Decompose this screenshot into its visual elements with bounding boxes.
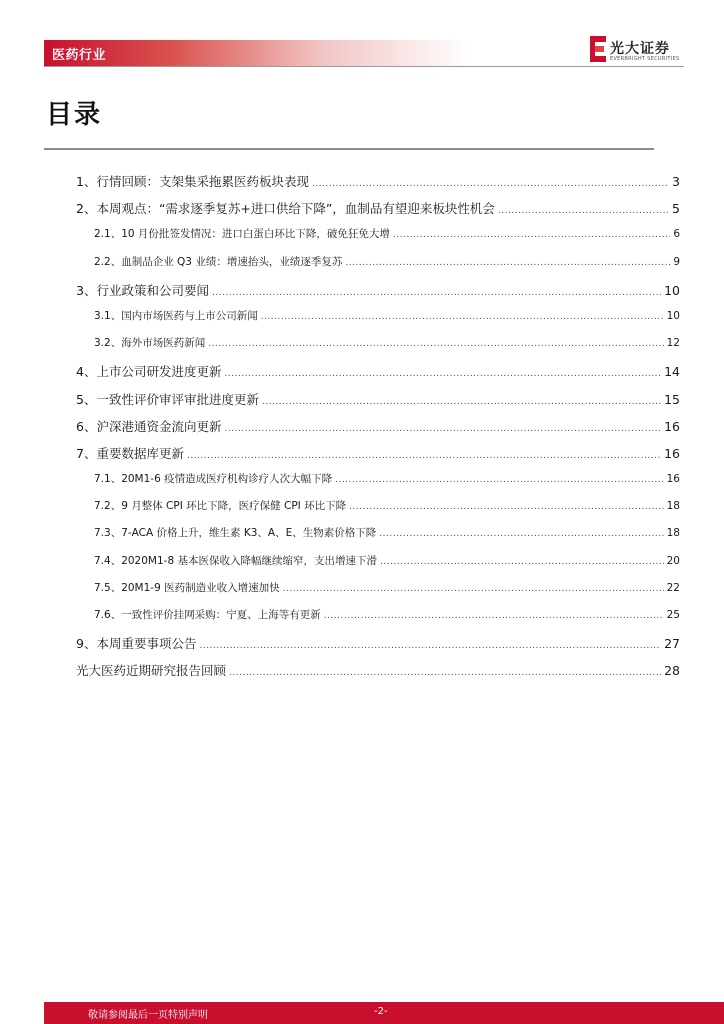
- toc-entry-page: 14: [664, 364, 680, 380]
- toc-entry-title: 7.2、9 月整体 CPI 环比下降，医疗保健 CPI 环比下降: [94, 500, 347, 513]
- toc-entry-page: 22: [666, 581, 680, 594]
- toc-entry-page: 10: [664, 282, 680, 298]
- toc-leader-dots: [379, 529, 663, 539]
- toc-entry-title: 3.1、国内市场医药与上市公司新闻: [94, 309, 258, 322]
- toc-entry-page: 16: [664, 445, 680, 461]
- toc-entry-page: 16: [666, 473, 680, 486]
- toc-entry-title: 5、一致性评价审评审批进度更新: [76, 391, 259, 407]
- toc-leader-dots: [229, 668, 661, 678]
- toc-leader-dots: [199, 641, 661, 651]
- toc-entry-title: 2.1、10 月份批签发情况：进口白蛋白环比下降，破免狂免大增: [94, 228, 390, 241]
- footer-band: [44, 1002, 724, 1024]
- toc-entry-title: 6、沪深港通资金流向更新: [76, 418, 222, 434]
- toc-entry[interactable]: [76, 417, 680, 444]
- toc-leader-dots: [349, 502, 664, 512]
- header-divider: [44, 66, 684, 67]
- table-of-contents: [76, 172, 680, 689]
- toc-entry-title: 2、本周观点：“需求逐季复苏+进口供给下降”，血制品有望迎来板块性机会: [76, 201, 495, 217]
- toc-entry-page: 6: [673, 228, 680, 241]
- toc-entry[interactable]: [76, 199, 680, 226]
- toc-entry[interactable]: [76, 553, 680, 580]
- brand-logo: [590, 36, 686, 66]
- toc-entry-title: 9、本周重要事项公告: [76, 636, 197, 652]
- toc-entry-page: 10: [666, 309, 680, 322]
- toc-entry-page: 12: [666, 337, 680, 350]
- toc-entry[interactable]: [76, 525, 680, 552]
- toc-entry-page: 5: [672, 201, 680, 217]
- toc-entry-title: 7.5、20M1-9 医药制造业收入增速加快: [94, 581, 280, 594]
- toc-entry[interactable]: [76, 226, 680, 253]
- toc-entry-page: 15: [664, 391, 680, 407]
- toc-entry-page: 18: [666, 500, 680, 513]
- everbright-logo-icon: [590, 36, 606, 62]
- toc-entry-title: 光大医药近期研究报告回顾: [76, 663, 227, 679]
- page-number: -2-: [374, 1006, 388, 1017]
- toc-entry[interactable]: [76, 634, 680, 661]
- toc-entry[interactable]: [76, 362, 680, 389]
- toc-leader-dots: [498, 206, 669, 216]
- toc-entry[interactable]: [76, 580, 680, 607]
- toc-leader-dots: [283, 584, 664, 594]
- toc-leader-dots: [312, 179, 669, 189]
- toc-entry-title: 7.1、20M1-6 疫情造成医疗机构诊疗人次大幅下降: [94, 473, 333, 486]
- toc-entry[interactable]: [76, 498, 680, 525]
- toc-entry-title: 1、行情回顾：支架集采拖累医药板块表现: [76, 174, 309, 189]
- toc-leader-dots: [262, 397, 661, 407]
- toc-leader-dots: [335, 475, 664, 485]
- toc-entry-title: 3.2、海外市场医药新闻: [94, 337, 206, 350]
- toc-entry-title: 7、重要数据库更新: [76, 445, 184, 461]
- toc-leader-dots: [224, 369, 661, 379]
- toc-leader-dots: [224, 424, 661, 434]
- toc-entry-title: 2.2、血制品企业 Q3 业绩：增速抬头，业绩逐季复苏: [94, 255, 343, 268]
- toc-leader-dots: [187, 451, 661, 461]
- brand-name: 光大证券: [610, 41, 670, 57]
- header-band: [44, 40, 474, 66]
- toc-entry-page: 16: [664, 418, 680, 434]
- toc-entry[interactable]: [76, 254, 680, 281]
- toc-entry-title: 7.3、7-ACA 价格上升，维生素 K3、A、E、生物素价格下降: [94, 527, 377, 540]
- toc-leader-dots: [212, 288, 661, 298]
- toc-entry-page: 20: [666, 554, 680, 567]
- toc-entry[interactable]: [76, 390, 680, 417]
- toc-leader-dots: [324, 611, 664, 621]
- toc-leader-dots: [380, 557, 664, 567]
- sector-label: 医药行业: [52, 48, 107, 63]
- toc-leader-dots: [208, 339, 663, 349]
- brand-subtitle: EVERBRIGHT SECURITIES: [610, 56, 680, 62]
- toc-entry-page: 28: [664, 663, 680, 679]
- toc-entry-page: 9: [673, 255, 680, 268]
- toc-entry-page: 25: [666, 609, 680, 621]
- toc-entry[interactable]: [76, 661, 680, 688]
- toc-entry[interactable]: [76, 172, 680, 199]
- toc-entry-title: 4、上市公司研发进度更新: [76, 364, 222, 380]
- toc-entry[interactable]: [76, 308, 680, 335]
- footer-disclaimer: 敬请参阅最后一页特别声明: [88, 1010, 208, 1021]
- toc-entry-page: 3: [672, 174, 680, 189]
- toc-entry[interactable]: [76, 281, 680, 308]
- toc-entry-title: 7.6、一致性评价挂网采购：宁夏、上海等有更新: [94, 609, 321, 621]
- toc-entry[interactable]: [76, 444, 680, 471]
- toc-leader-dots: [393, 230, 670, 240]
- toc-leader-dots: [261, 312, 664, 322]
- toc-entry-title: 7.4、2020M1-8 基本医保收入降幅继续缩窄，支出增速下滑: [94, 554, 377, 567]
- toc-entry[interactable]: [76, 607, 680, 634]
- toc-leader-dots: [345, 258, 670, 268]
- toc-entry[interactable]: [76, 335, 680, 362]
- toc-entry-page: 27: [664, 636, 680, 652]
- title-divider: [44, 148, 654, 150]
- toc-entry[interactable]: [76, 471, 680, 498]
- toc-entry-title: 3、行业政策和公司要闻: [76, 282, 209, 298]
- toc-entry-page: 18: [666, 527, 680, 540]
- page-title: 目录: [46, 100, 103, 130]
